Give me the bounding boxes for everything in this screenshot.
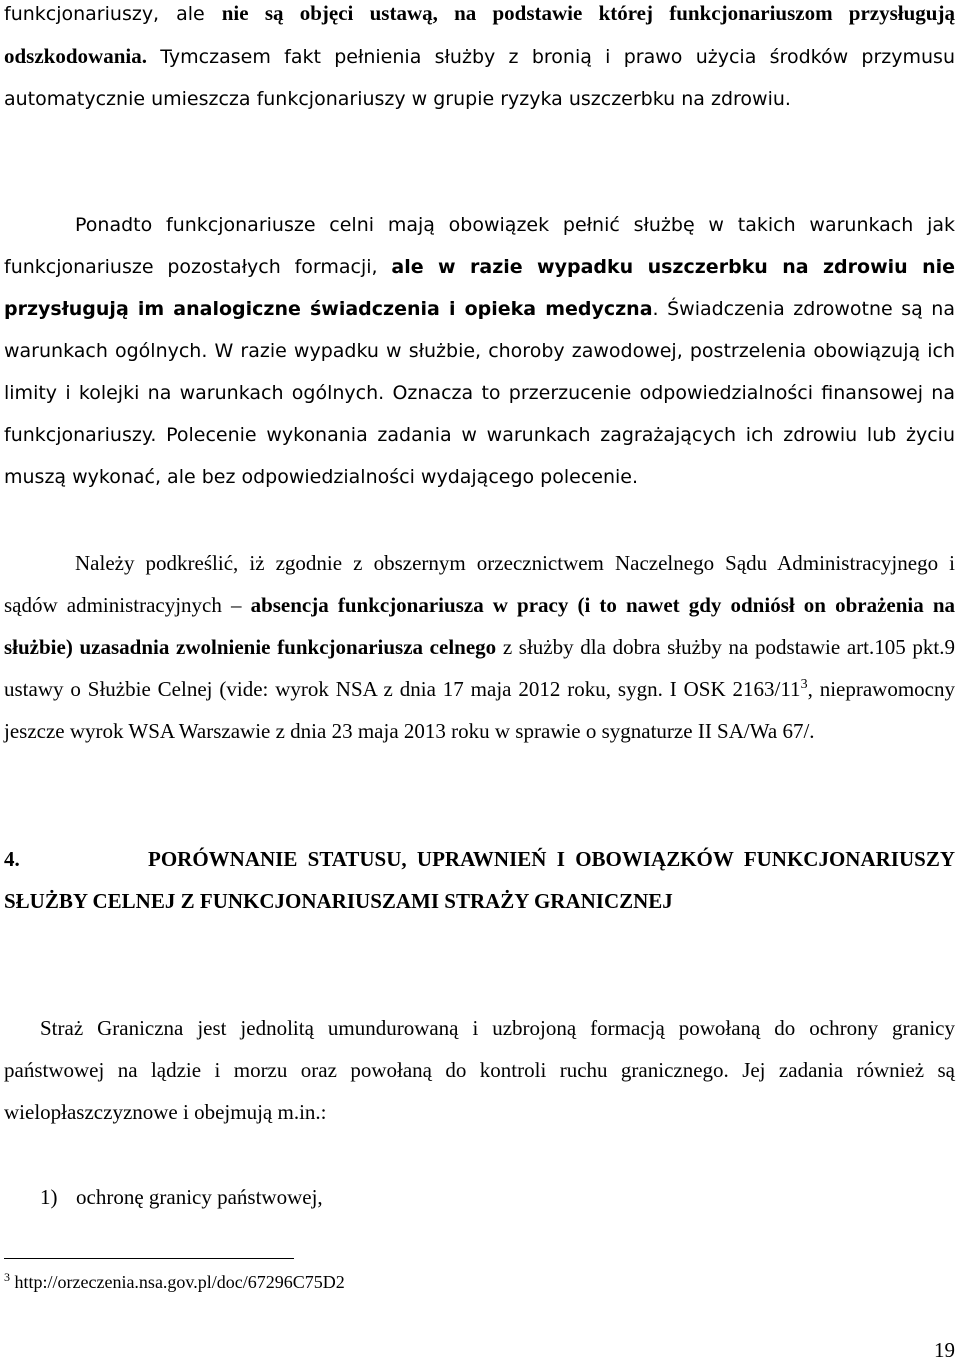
section-heading	[4, 838, 955, 922]
p4-text: Straż Graniczna jest jednolitą umundurowaną i uzbrojoną formacją powołaną do ochrony granicy państwowej na lądzie i morzu oraz powołaną do kontroli ruchu granicznego. Jej zadania również są wielopłaszczyznowe i obejmują m.in.:	[4, 1016, 955, 1124]
p2-seg-3: W razie wypadku w służbie, choroby zawodowej, postrzelenia obowiązują ich limity i kolejki na warunkach ogólnych. Oznacza to przerzucenie odpowiedzialności finansowej na funkcjonariuszy. Polecenie wykonania zadania w warunkach zagrażających ich zdrowiu lub życiu muszą wykonać, ale bez odpowiedzialności wydającego polecenie.	[4, 340, 956, 488]
p1-seg-0: funkcjonariuszy, ale	[4, 3, 222, 25]
list-item-number: 1)	[40, 1185, 58, 1209]
p3-seg-0: Należy podkreślić, iż zgodnie z obszernym orzecznictwem Naczelnego Sądu Administracyjnego i sądów administracyjnych –	[4, 551, 955, 617]
page-number: 19	[934, 1338, 955, 1362]
footnote-reference[interactable]: 3	[800, 677, 808, 692]
p1-seg-2: Tymczasem fakt pełnienia służby z bronią i prawo użycia środków przymusu automatycznie umieszcza funkcjonariuszy w grupie ryzyka uszczerbku na zdrowiu.	[4, 46, 955, 110]
p2-seg-1: ale w razie wypadku uszczerbku na zdrowiu nie przysługują im analogiczne świadczenia i opieka medyczna	[4, 256, 956, 320]
footnote-mark: 3	[4, 1270, 10, 1284]
section-number: 4.	[4, 847, 20, 871]
footnote-separator	[4, 1258, 294, 1259]
p1-seg-1: nie są objęci ustawą, na podstawie której funkcjonariuszom przysługują odszkodowania.	[4, 1, 955, 68]
footnote	[4, 1270, 345, 1294]
paragraph-2	[4, 204, 955, 498]
footnote-link[interactable]: http://orzeczenia.nsa.gov.pl/doc/67296C75D2	[10, 1272, 345, 1292]
list-item	[40, 1176, 323, 1218]
p2-seg-0: Ponadto funkcjonariusze celni mają obowiązek pełnić służbę w takich warunkach jak funkcjonariusze pozostałych formacji,	[4, 214, 955, 278]
p3-tail: , nieprawomocny jeszcze wyrok WSA Warszawie z dnia 23 maja 2013 roku w sprawie o sygnaturze II SA/Wa 67/.	[4, 677, 955, 743]
section-title: PORÓWNANIE STATUSU, UPRAWNIEŃ I OBOWIĄZKÓW FUNKCJONARIUSZY SŁUŻBY CELNEJ Z FUNKCJONARIUSZAMI STRAŻY GRANICZNEJ	[4, 847, 955, 913]
p3-seg-2: z służby dla dobra służby na podstawie art.105 pkt.9 ustawy o Służbie Celnej (vide: wyrok NSA z dnia 17 maja 2012 roku, sygn. I OSK 2163/11	[4, 635, 955, 701]
list-item-text: ochronę granicy państwowej,	[76, 1185, 323, 1209]
p3-seg-1: absencja funkcjonariusza w pracy (i to nawet gdy odniósł on obrażenia na służbie) uzasadnia zwolnienie funkcjonariusza celnego	[4, 593, 955, 659]
paragraph-4	[4, 1007, 955, 1133]
paragraph-1	[4, 0, 955, 120]
paragraph-3	[4, 542, 955, 752]
p2-seg-2: . Świadczenia zdrowotne są na warunkach ogólnych.	[4, 298, 955, 362]
